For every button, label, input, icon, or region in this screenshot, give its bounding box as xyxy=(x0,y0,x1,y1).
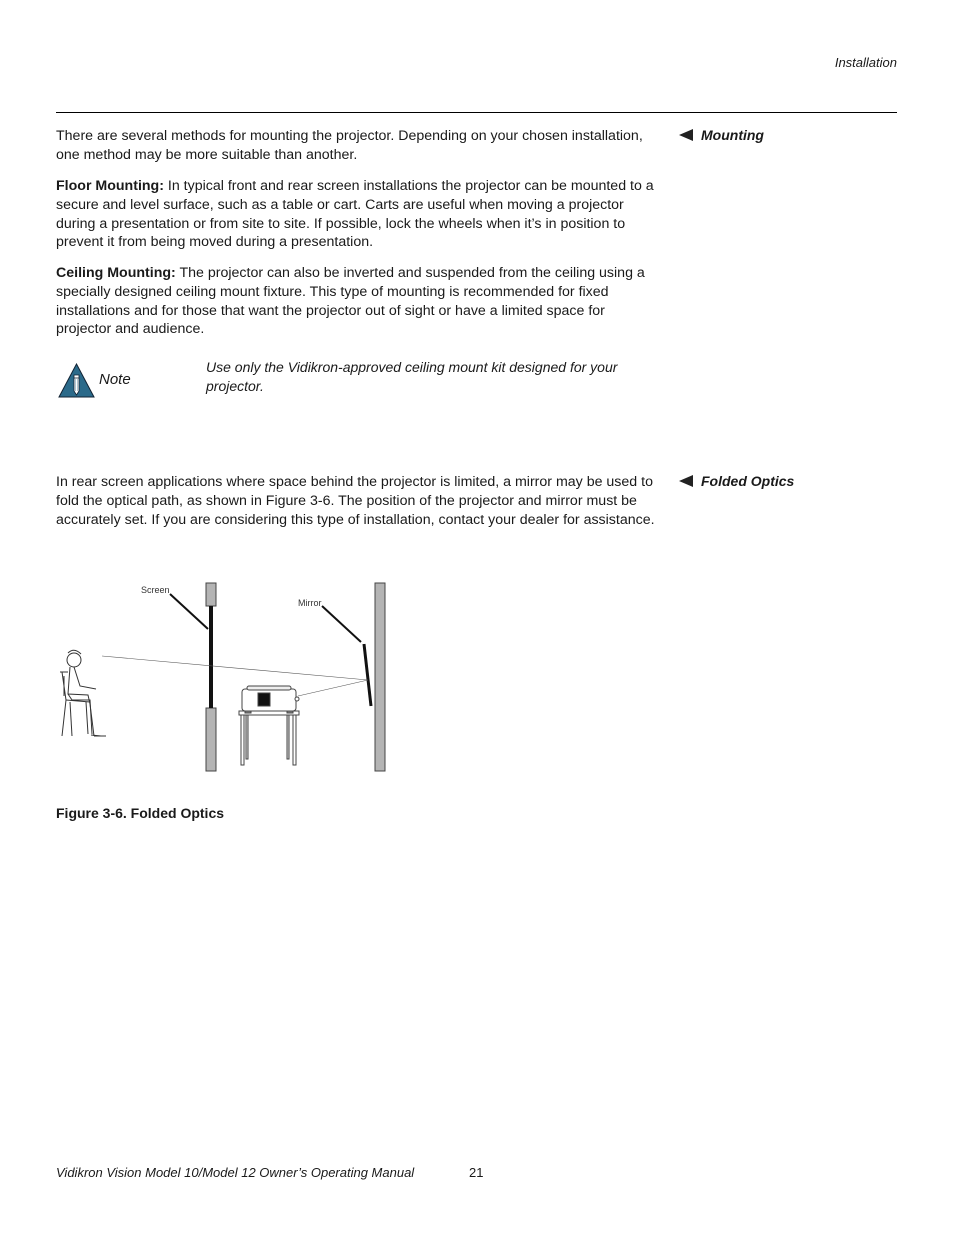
table xyxy=(239,711,299,765)
ceiling-mounting-paragraph xyxy=(56,264,656,339)
footer-manual-title: Vidikron Vision Model 10/Model 12 Owner’s Operating Manual xyxy=(56,1165,415,1180)
folded-optics-figure xyxy=(50,576,395,781)
mirror xyxy=(364,644,371,706)
side-heading-mounting xyxy=(679,127,764,143)
folded-optics-paragraph: In rear screen applications where space behind the projector is limited, a mirror may be used to fold the optical path, as shown in Figure 3-6. The position of the projector and mirror must be accurately set. If you are considering this type of installation, contact your dealer for assistance. xyxy=(56,474,655,528)
screen-label: Screen xyxy=(141,585,170,595)
projector-drawing xyxy=(242,686,299,713)
arrow-left-icon xyxy=(679,475,693,487)
rear-wall xyxy=(375,583,385,771)
screen-upper-panel xyxy=(206,583,216,606)
mirror-label: Mirror xyxy=(298,598,322,608)
floor-mounting-paragraph xyxy=(56,177,656,252)
footer-page-number: 21 xyxy=(469,1165,484,1180)
floor-mounting-text: In typical front and rear screen installations the projector can be mounted to a secure and level surface, such as a table or cart. Carts are useful when moving a projector during a presentation or from site to site. If possible, lock the wheels when it’s in position to prevent it from being moved during a presentation. xyxy=(56,178,654,251)
side-heading-mounting-label: Mounting xyxy=(701,127,764,143)
mounting-intro-paragraph: There are several methods for mounting the projector. Depending on your chosen installation, one method may be more suitable than another. xyxy=(56,128,643,163)
floor-mounting-title: Floor Mounting: xyxy=(56,178,164,194)
arrow-left-icon xyxy=(679,129,693,141)
header-rule xyxy=(56,112,897,113)
figure-caption: Figure 3-6. Folded Optics xyxy=(56,805,225,821)
note-text: Use only the Vidikron-approved ceiling mount kit designed for your projector. xyxy=(206,359,618,394)
side-heading-folded-optics xyxy=(679,473,794,489)
side-heading-folded-optics-label: Folded Optics xyxy=(701,473,795,489)
note-pencil-icon xyxy=(58,363,95,403)
ceiling-mounting-title: Ceiling Mounting: xyxy=(56,265,176,281)
viewer-drawing xyxy=(60,650,106,736)
note-label: Note xyxy=(99,371,131,388)
screen-lower-panel xyxy=(206,708,216,771)
ceiling-mounting-text: The projector can also be inverted and suspended from the ceiling using a specially designed ceiling mount fixture. This type of mounting is recommended for fixed installations and for those that want the projector out of sight or have a limited space for projector and audience. xyxy=(56,265,645,338)
running-header-section: Installation xyxy=(834,55,897,70)
